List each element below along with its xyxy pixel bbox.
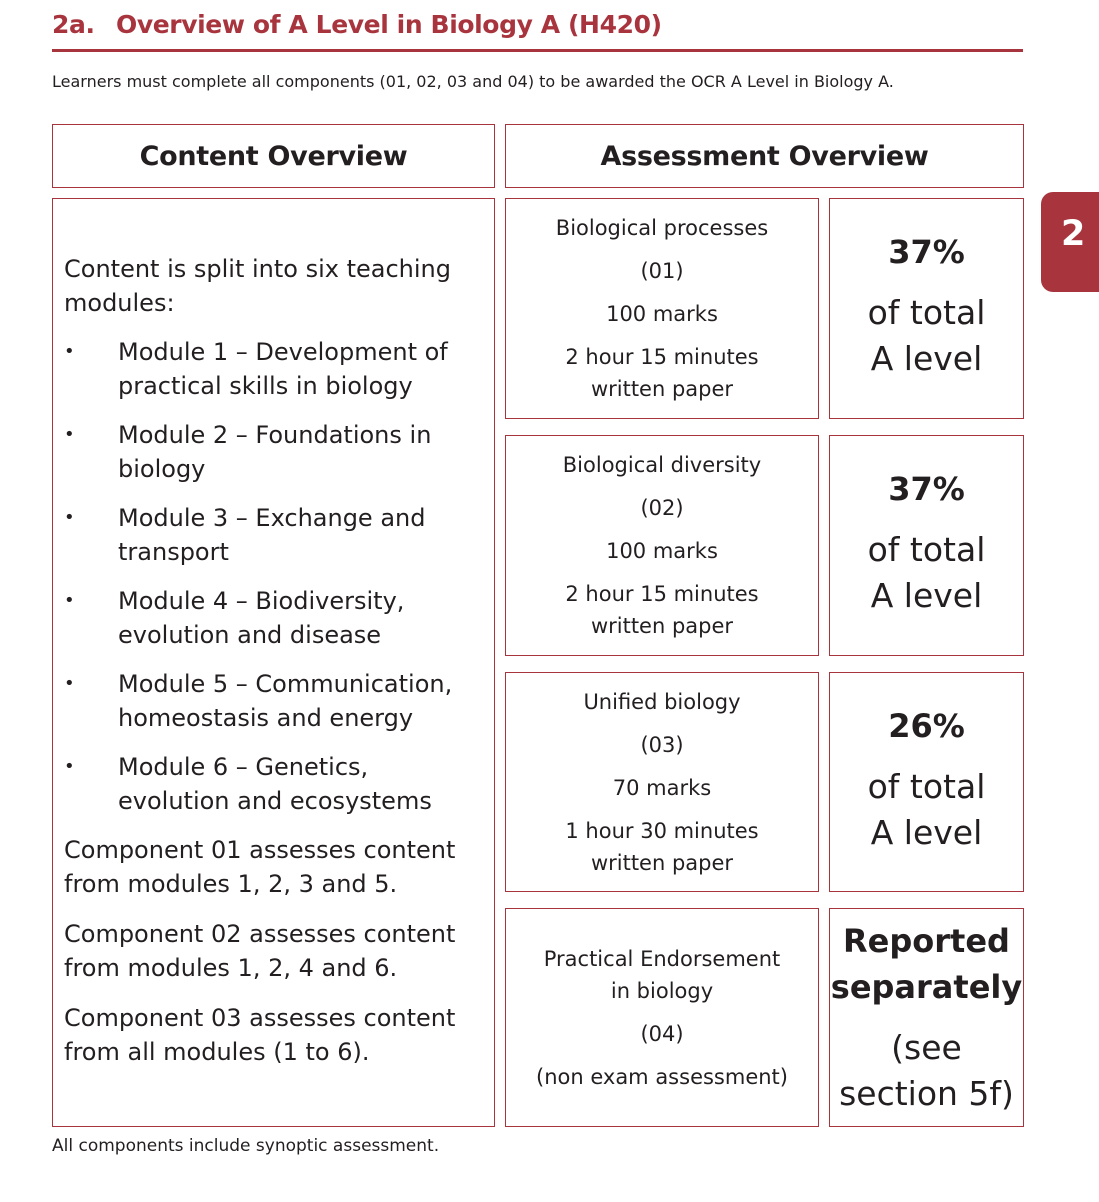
component-marks: 70 marks xyxy=(612,775,712,800)
component-coverage-02: Component 02 assesses content from modules 1, 2, 4 and 6. xyxy=(64,920,456,982)
footer-note: All components include synoptic assessment. xyxy=(52,1136,440,1156)
module-list xyxy=(64,335,484,818)
section-title-text: Overview of A Level in Biology A (H420) xyxy=(116,10,662,39)
component-type: written paper xyxy=(590,614,734,638)
component-name: Biological diversity xyxy=(562,453,762,477)
practical-name-line1: Practical Endorsement xyxy=(543,946,781,971)
bullet-icon: • xyxy=(64,424,75,445)
bullet-icon: • xyxy=(64,341,75,362)
module-item xyxy=(64,584,484,652)
module-label: Module 3 – Exchange and transport xyxy=(118,504,426,566)
component-type: written paper xyxy=(590,377,734,401)
module-label: Module 5 – Communication, homeostasis and energy xyxy=(118,670,453,732)
component-coverage-01: Component 01 assesses content from modules 1, 2, 3 and 5. xyxy=(64,836,456,898)
module-item xyxy=(64,750,484,818)
section-title xyxy=(52,10,662,39)
component-duration: 2 hour 15 minutes xyxy=(565,345,759,369)
practical-code: (04) xyxy=(640,1021,684,1046)
reported-line1: Reported xyxy=(843,922,1010,960)
weight-line2: A level xyxy=(870,339,983,378)
module-label: Module 2 – Foundations in biology xyxy=(118,421,432,483)
component-duration: 2 hour 15 minutes xyxy=(565,582,759,606)
module-item xyxy=(64,418,484,486)
bullet-icon: • xyxy=(64,673,75,694)
content-overview-body xyxy=(64,252,484,1069)
bullet-icon: • xyxy=(64,507,75,528)
bullet-icon: • xyxy=(64,590,75,611)
component-code: (01) xyxy=(640,259,684,283)
content-lead: Content is split into six teaching modules: xyxy=(64,255,451,317)
practical-note: (non exam assessment) xyxy=(536,1064,788,1089)
section-number: 2a. xyxy=(52,10,95,39)
component-03-box xyxy=(505,672,819,892)
component-02-weight xyxy=(829,435,1024,656)
component-coverage-03: Component 03 assesses content from all modules (1 to 6). xyxy=(64,1004,456,1066)
component-01-weight xyxy=(829,198,1024,419)
component-marks: 100 marks xyxy=(606,539,718,563)
module-label: Module 6 – Genetics, evolution and ecosystems xyxy=(118,753,432,815)
component-type: written paper xyxy=(590,850,734,875)
reported-line2: separately xyxy=(830,968,1023,1006)
component-04-box xyxy=(505,908,819,1127)
weight-percent: 26% xyxy=(888,707,965,745)
see-line2: section 5f) xyxy=(839,1074,1014,1113)
section-tab-label: 2 xyxy=(1061,214,1086,254)
content-overview-panel xyxy=(52,198,495,1127)
content-overview-title: Content Overview xyxy=(139,140,408,172)
weight-line2: A level xyxy=(870,813,983,852)
component-02-box xyxy=(505,435,819,656)
component-code: (02) xyxy=(640,496,684,520)
section-tab xyxy=(1041,192,1099,292)
weight-line1: of total xyxy=(867,767,986,806)
weight-line1: of total xyxy=(867,293,986,332)
assessment-overview-title: Assessment Overview xyxy=(600,140,929,172)
component-code: (03) xyxy=(640,732,684,757)
weight-line1: of total xyxy=(867,530,986,569)
module-label: Module 1 – Development of practical skills in biology xyxy=(118,338,448,400)
assessment-overview-header xyxy=(505,124,1024,188)
bullet-icon: • xyxy=(64,756,75,777)
component-name: Biological processes xyxy=(555,216,769,240)
component-03-weight xyxy=(829,672,1024,892)
module-label: Module 4 – Biodiversity, evolution and disease xyxy=(118,587,405,649)
module-item xyxy=(64,335,484,403)
component-marks: 100 marks xyxy=(606,302,718,326)
weight-percent: 37% xyxy=(888,233,965,271)
intro-text: Learners must complete all components (01, 02, 03 and 04) to be awarded the OCR A Level in Biology A. xyxy=(52,72,894,91)
weight-percent: 37% xyxy=(888,470,965,508)
content-overview-header xyxy=(52,124,495,188)
module-item xyxy=(64,501,484,569)
weight-line2: A level xyxy=(870,576,983,615)
see-line1: (see xyxy=(891,1028,962,1067)
module-item xyxy=(64,667,484,735)
component-name: Unified biology xyxy=(583,689,741,714)
component-01-box xyxy=(505,198,819,419)
component-duration: 1 hour 30 minutes xyxy=(565,818,759,843)
title-rule xyxy=(52,49,1023,52)
component-04-weight xyxy=(829,908,1024,1127)
practical-name-line2: in biology xyxy=(610,978,714,1003)
